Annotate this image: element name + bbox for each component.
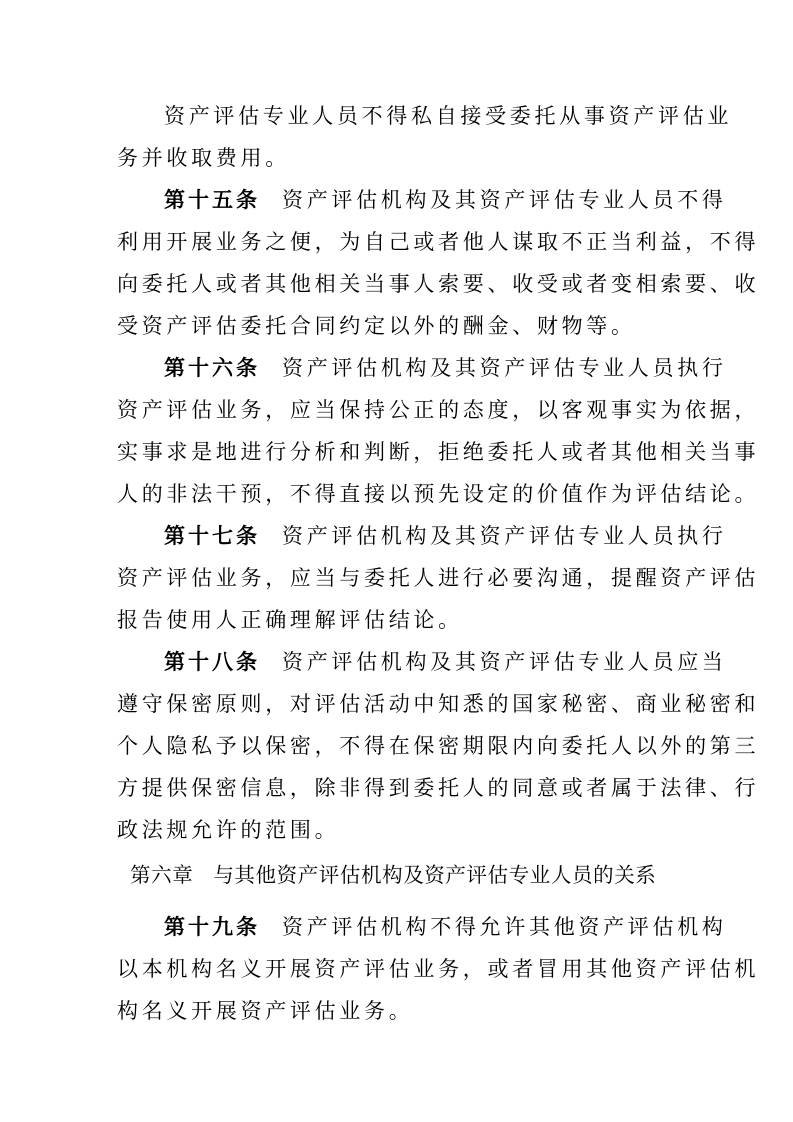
article-15-line-2: 利用开展业务之便，为自己或者他人谋取不正当利益，不得 [117,230,760,254]
article-17-first-line [164,516,727,556]
article-15-line-1: 资产评估机构及其资产评估专业人员不得 [282,188,727,212]
article-18-line-2: 遵守保密原则，对评估活动中知悉的国家秘密、商业秘密和 [117,692,760,716]
chapter-title: 与其他资产评估机构及资产评估专业人员的关系 [213,863,657,887]
article-17-label: 第十七条 [164,524,260,548]
article-17-line-1: 资产评估机构及其资产评估专业人员执行 [282,524,727,548]
article-18-line-4: 方提供保密信息，除非得到委托人的同意或者属于法律、行 [117,776,760,800]
chapter-number: 第六章 [130,863,194,887]
article-17-line-3: 报告使用人正确理解评估结论。 [117,608,463,632]
article-19-line-1: 资产评估机构不得允许其他资产评估机构 [282,915,727,939]
article-15-line-3: 向委托人或者其他相关当事人索要、收受或者变相索要、收 [117,272,760,296]
intro-line-1: 资产评估专业人员不得私自接受委托从事资产评估业 [164,104,733,128]
article-19-line-2: 以本机构名义开展资产评估业务，或者冒用其他资产评估机 [117,957,760,981]
article-18-line-3: 个人隐私予以保密，不得在保密期限内向委托人以外的第三 [117,734,760,758]
article-15-line-4: 受资产评估委托合同约定以外的酬金、财物等。 [117,314,636,338]
article-18-line-1: 资产评估机构及其资产评估专业人员应当 [282,650,727,674]
article-19-first-line [164,907,727,947]
article-18-line-5: 政法规允许的范围。 [117,818,340,842]
article-19-line-3: 构名义开展资产评估业务。 [117,999,414,1023]
article-18-first-line [164,642,727,682]
article-16-first-line [164,348,727,388]
article-19-label: 第十九条 [164,915,260,939]
intro-line-2: 务并收取费用。 [117,146,290,170]
article-16-line-1: 资产评估机构及其资产评估专业人员执行 [282,356,727,380]
article-17-line-2: 资产评估业务，应当与委托人进行必要沟通，提醒资产评估 [117,566,760,590]
article-15-label: 第十五条 [164,188,260,212]
article-16-line-4: 人的非法干预，不得直接以预先设定的价值作为评估结论。 [117,482,760,506]
article-16-line-3: 实事求是地进行分析和判断，拒绝委托人或者其他相关当事 [117,440,760,464]
chapter-heading [130,855,656,895]
article-16-label: 第十六条 [164,356,260,380]
article-18-label: 第十八条 [164,650,260,674]
article-15-first-line [164,180,727,220]
article-16-line-2: 资产评估业务，应当保持公正的态度，以客观事实为依据， [117,398,760,422]
